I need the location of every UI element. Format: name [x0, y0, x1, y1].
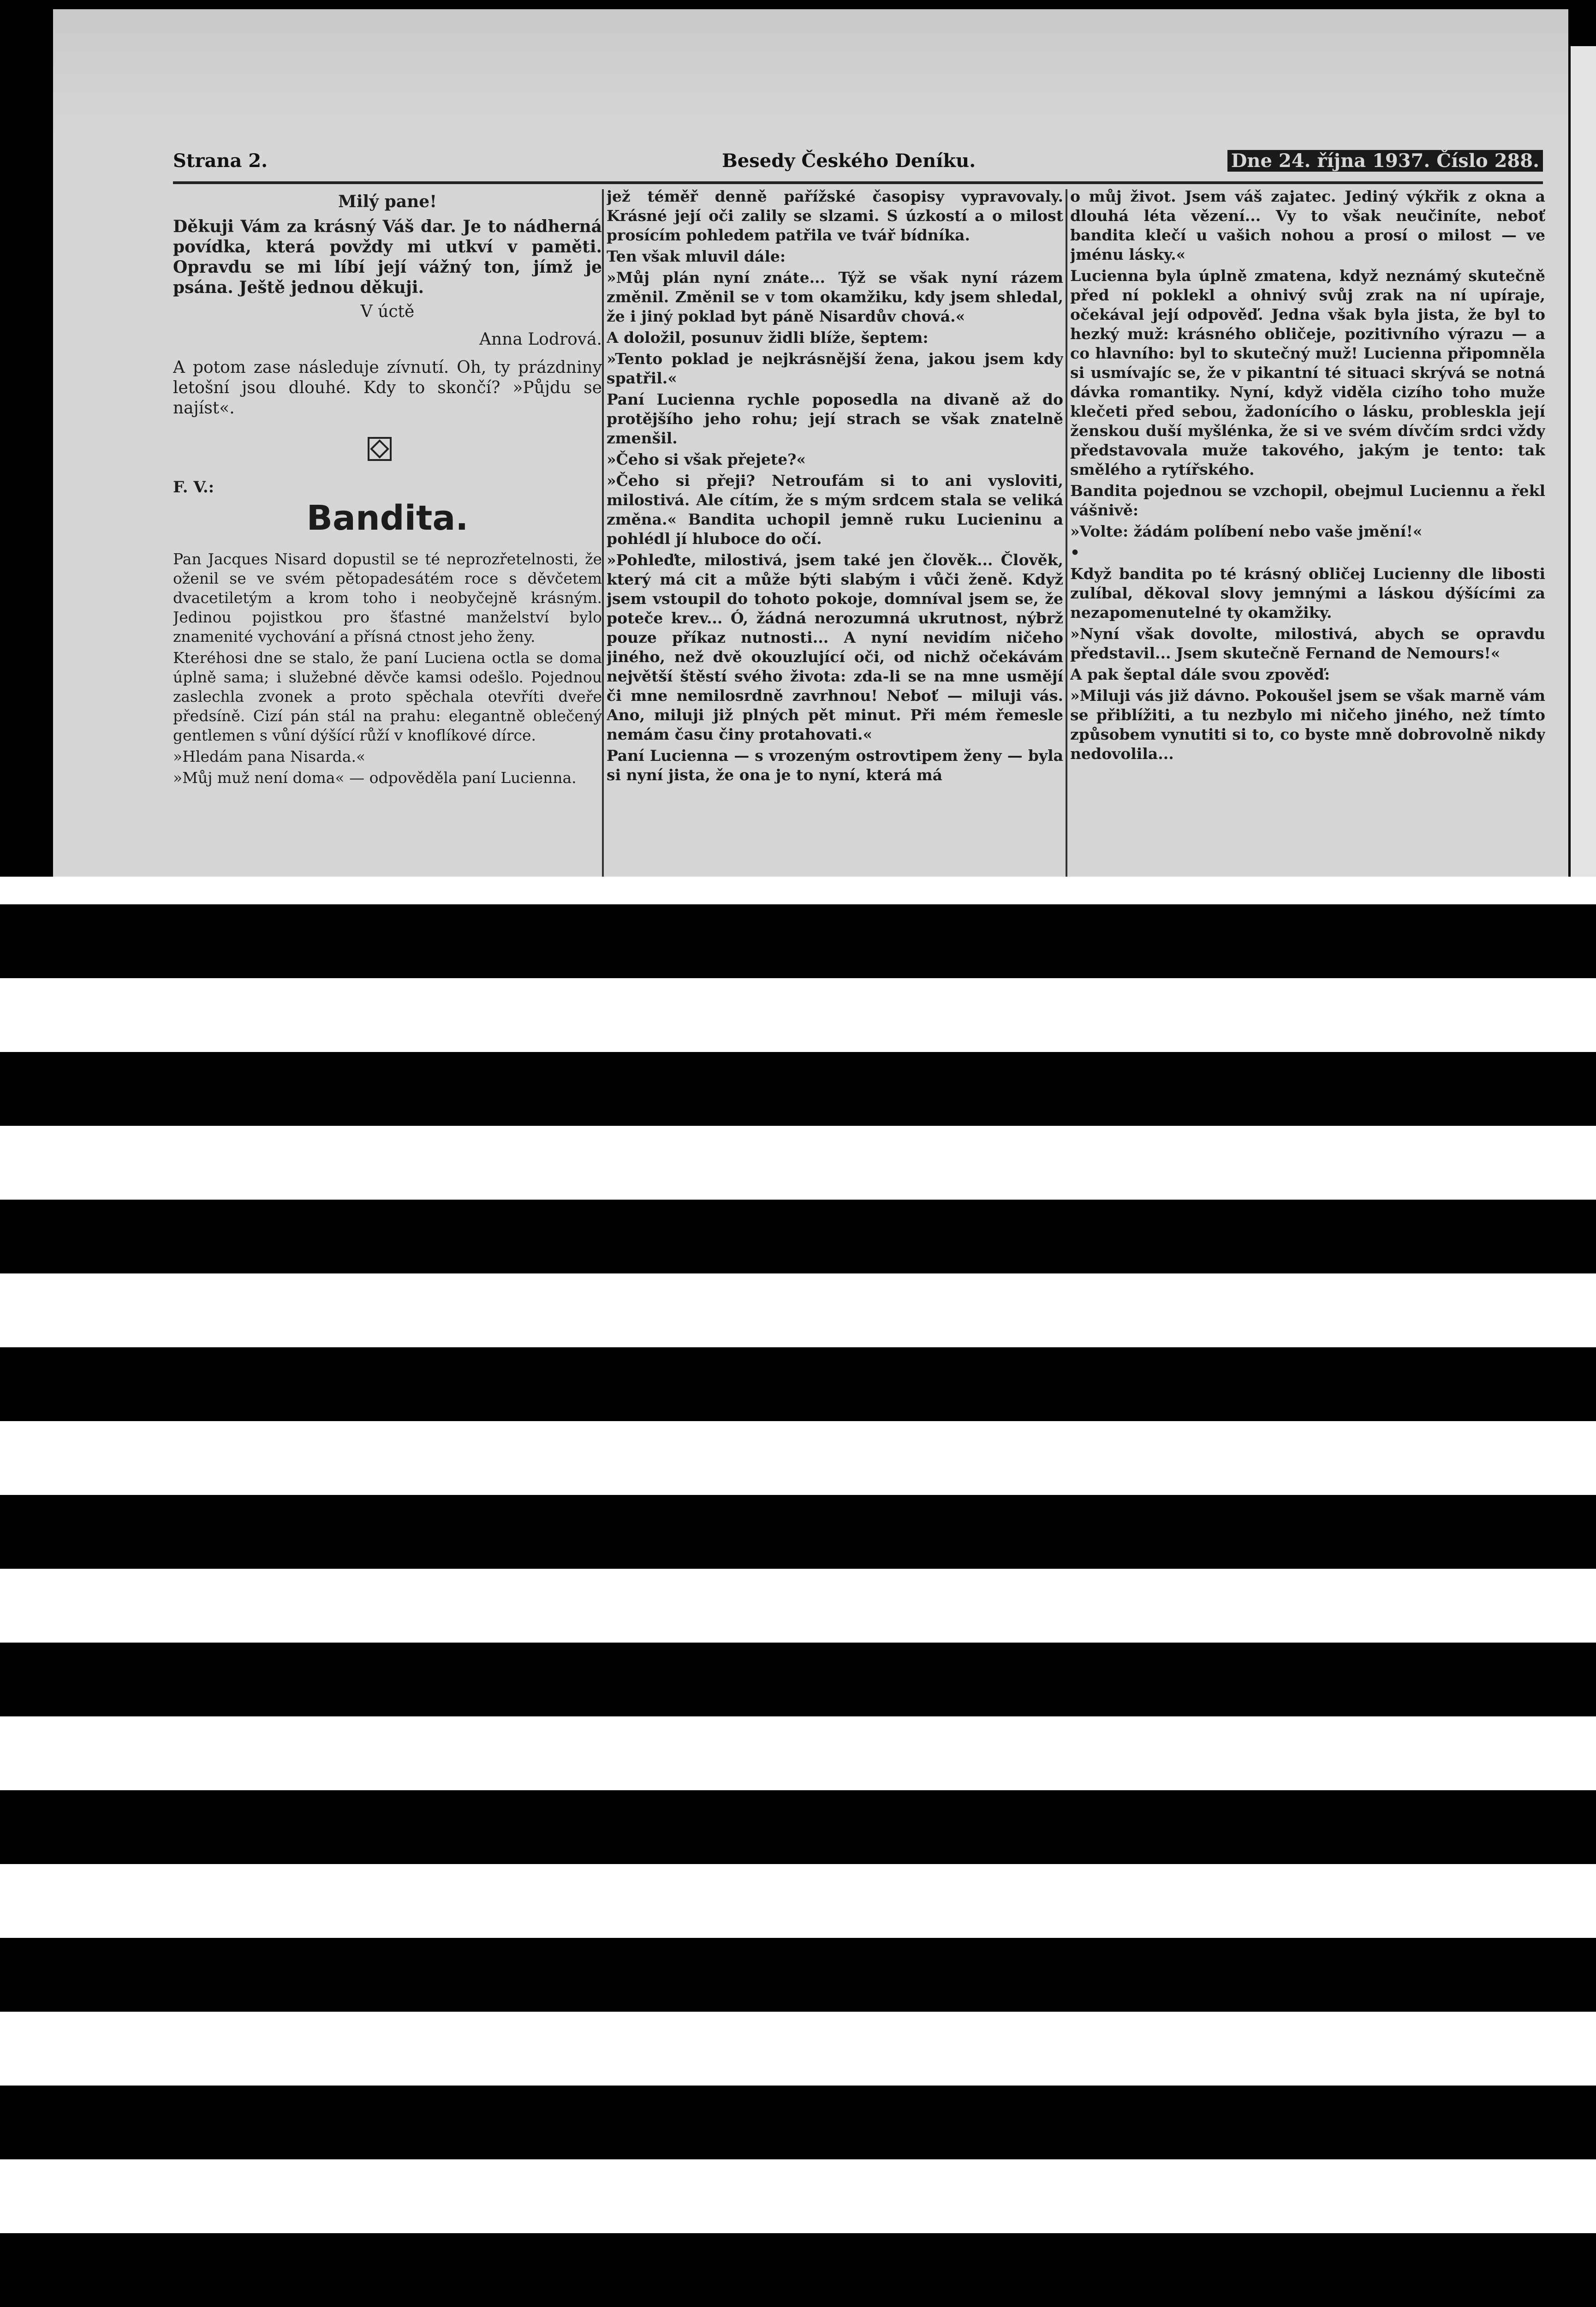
story-paragraph: »Můj plán nyní znáte... Týž se však nyní rázem změnil. Změnil se v tom okamžiku, kdy jsem shledal, že i jiný poklad byt páně Nisardův chová.«	[607, 269, 1063, 325]
story-paragraph: »Můj muž není doma« — odpověděla paní Lucienna.	[173, 769, 577, 787]
story-paragraph: Paní Lucienna — s vrozeným ostrovtipem ženy — byla si nyní jista, že ona je to nyní, která má	[607, 747, 1063, 784]
redaction-bar	[0, 2233, 1596, 2307]
story-paragraph: »Čeho si přeji? Netroufám si to ani vysloviti, milostivá. Ale cítím, že s mým srdcem stala se veliká změna.« Bandita uchopil jemně ruku Lucieninu a pohlédl jí hluboce do očí.	[607, 472, 1063, 548]
letter-signature: Anna Lodrová.	[479, 330, 602, 349]
diamond-ornament-icon	[367, 436, 393, 462]
header-date-issue: Dne 24. října 1937. Číslo 288.	[1227, 150, 1543, 172]
story-paragraph: »Volte: žádám políbení nebo vaše jmění!«	[1070, 522, 1423, 540]
column-divider	[1066, 189, 1067, 877]
story-paragraphs	[173, 550, 602, 788]
letter-closing: V úctě	[360, 302, 415, 321]
page-header	[173, 150, 1543, 178]
adjacent-page-edge	[1571, 46, 1596, 877]
story-paragraph: »Pohleďte, milostivá, jsem také jen člověk... Člověk, který má cit a může býti slabým i vůči ženě. Když jsem vstoupil do tohoto pokoje, domníval jsem se, že poteče krev... Ó, žádná nerozumná ukrutnost, nýbrž pouze příkaz nutnosti... A nyní nevidím ničeho jiného, než dvě okouzlující oči, od nichž očekávám největší štěstí svého života: zda-li se na mne usmějí či mne nemilosrdně zavrhnou! Neboť — miluji vás. Ano, miluji již plných pět minut. Při mém řemesle nemám času činy protahovati.«	[607, 551, 1063, 743]
redaction-bar	[0, 1938, 1596, 2012]
story-paragraph: A pak šeptal dále svou zpověď:	[1070, 665, 1330, 683]
redaction-bar	[0, 1200, 1596, 1273]
header-publication-title: Besedy Českého Deníku.	[722, 150, 976, 172]
header-page-number: Strana 2.	[173, 150, 268, 172]
story-paragraph: Ten však mluvil dále:	[607, 247, 786, 265]
column-divider	[602, 189, 604, 877]
story-paragraph: Pan Jacques Nisard dopustil se té neprozřetelnosti, že oženil se ve svém pětopadesátém roce s děvčetem dvacetiletým a krom toho i neobyčejně krásným. Jedinou pojistkou pro šťastné manželství bylo znamenité vychování a přísná ctnost jeho ženy.	[173, 550, 602, 645]
story-paragraph: »Nyní však dovolte, milostivá, abych se opravdu představil... Jsem skutečně Fernand de Nemours!«	[1070, 625, 1545, 662]
story-paragraph: o můj život. Jsem váš zajatec. Jediný výkřik z okna a dlouhá léta vězení... Vy to však neučiníte, neboť bandita klečí u vašich nohou a prosí o milost — ve jménu lásky.«	[1070, 187, 1545, 263]
story-paragraph: Bandita pojednou se vzchopil, obejmul Luciennu a řekl vášnivě:	[1070, 482, 1545, 519]
story-paragraph: jež téměř denně pařížské časopisy vypravovaly. Krásné její oči zalily se slzami. S úzkostí a o milost prosícím pohledem patřila ve tvář bídníka.	[607, 187, 1063, 244]
letter-salutation: Milý pane!	[338, 192, 437, 211]
story-paragraph: Když bandita po té krásný obličej Lucienny dle libosti zulíbal, děkoval slovy jemnými a láskou dýšícími za nezapomenutelné ty okamžiky.	[1070, 565, 1545, 622]
paper-top-shading	[53, 9, 1568, 138]
section-dot: •	[1070, 544, 1080, 562]
column-2	[607, 187, 1063, 877]
story-title: Bandita.	[306, 498, 469, 538]
redaction-stripes	[0, 877, 1596, 2307]
story-byline: F. V.:	[173, 478, 214, 496]
redaction-bar	[0, 1347, 1596, 1421]
redaction-bar	[0, 1643, 1596, 1716]
redaction-bar	[0, 904, 1596, 978]
redaction-bar	[0, 2086, 1596, 2159]
header-rule	[173, 181, 1543, 184]
story-paragraph: »Tento poklad je nejkrásnější žena, jakou jsem kdy spatřil.«	[607, 350, 1063, 387]
column-1	[173, 187, 602, 877]
redaction-bar	[0, 1790, 1596, 1864]
redaction-bar	[0, 1052, 1596, 1126]
story-paragraph: »Čeho si však přejete?«	[607, 450, 806, 468]
column-3	[1070, 187, 1545, 877]
after-letter-text: A potom zase následuje zívnutí. Oh, ty prázdniny letošní jsou dlouhé. Kdy to skončí? »Půjdu se najíst«.	[173, 358, 602, 418]
story-paragraph: Paní Lucienna rychle poposedla na divaně až do protějšího jeho rohu; její strach se však znatelně zmenšil.	[607, 390, 1063, 447]
story-paragraph: Lucienna byla úplně zmatena, když neznámý skutečně před ní poklekl a ohnivý svůj zrak na ní upíraje, očekával její odpověď. Jedna však byla jista, že byl to hezký muž: krásného obličeje, pozitivního výrazu — a co hlavního: byl to skutečný muž! Lucienna připomněla si usmívajíc se, že v pikantní té situaci skrývá se notná dávka romantiky. Nyní, když viděla cizího toho muže klečeti před sebou, žadonícího o lásku, probleskla její ženskou duší myšlénka, že si ve svém dívčím srdci vždy představovala muže takového, jakým je tento: tak smělého a rytířského.	[1070, 267, 1545, 478]
redaction-bar	[0, 1495, 1596, 1569]
story-paragraph: »Hledám pana Nisarda.«	[173, 747, 366, 765]
story-paragraph: A doložil, posunuv židli blíže, šeptem:	[607, 329, 929, 347]
scanned-newspaper-page	[0, 0, 1596, 877]
story-paragraph: Kteréhosi dne se stalo, že paní Luciena octla se doma úplně sama; i služebné děvče kamsi odešlo. Pojednou zaslechla zvonek a proto spěchala otevříti dveře předsíně. Cizí pán stál na prahu: elegantně oblečený gentlemen s vůní dýšící růží v knoflíkové dírce.	[173, 649, 602, 744]
story-paragraph: »Miluji vás již dávno. Pokoušel jsem se však marně vám se přiblížiti, a tu nezbylo mi ničeho jiného, než tímto způsobem vynutiti si to, co byste mně dobrovolně nikdy nedovolila...	[1070, 687, 1545, 763]
letter-body: Děkuji Vám za krásný Váš dar. Je to nádherná povídka, která povždy mi utkví v paměti. Opravdu se mi líbí její vážný ton, jímž je psána. Ještě jednou děkuji.	[173, 217, 602, 297]
